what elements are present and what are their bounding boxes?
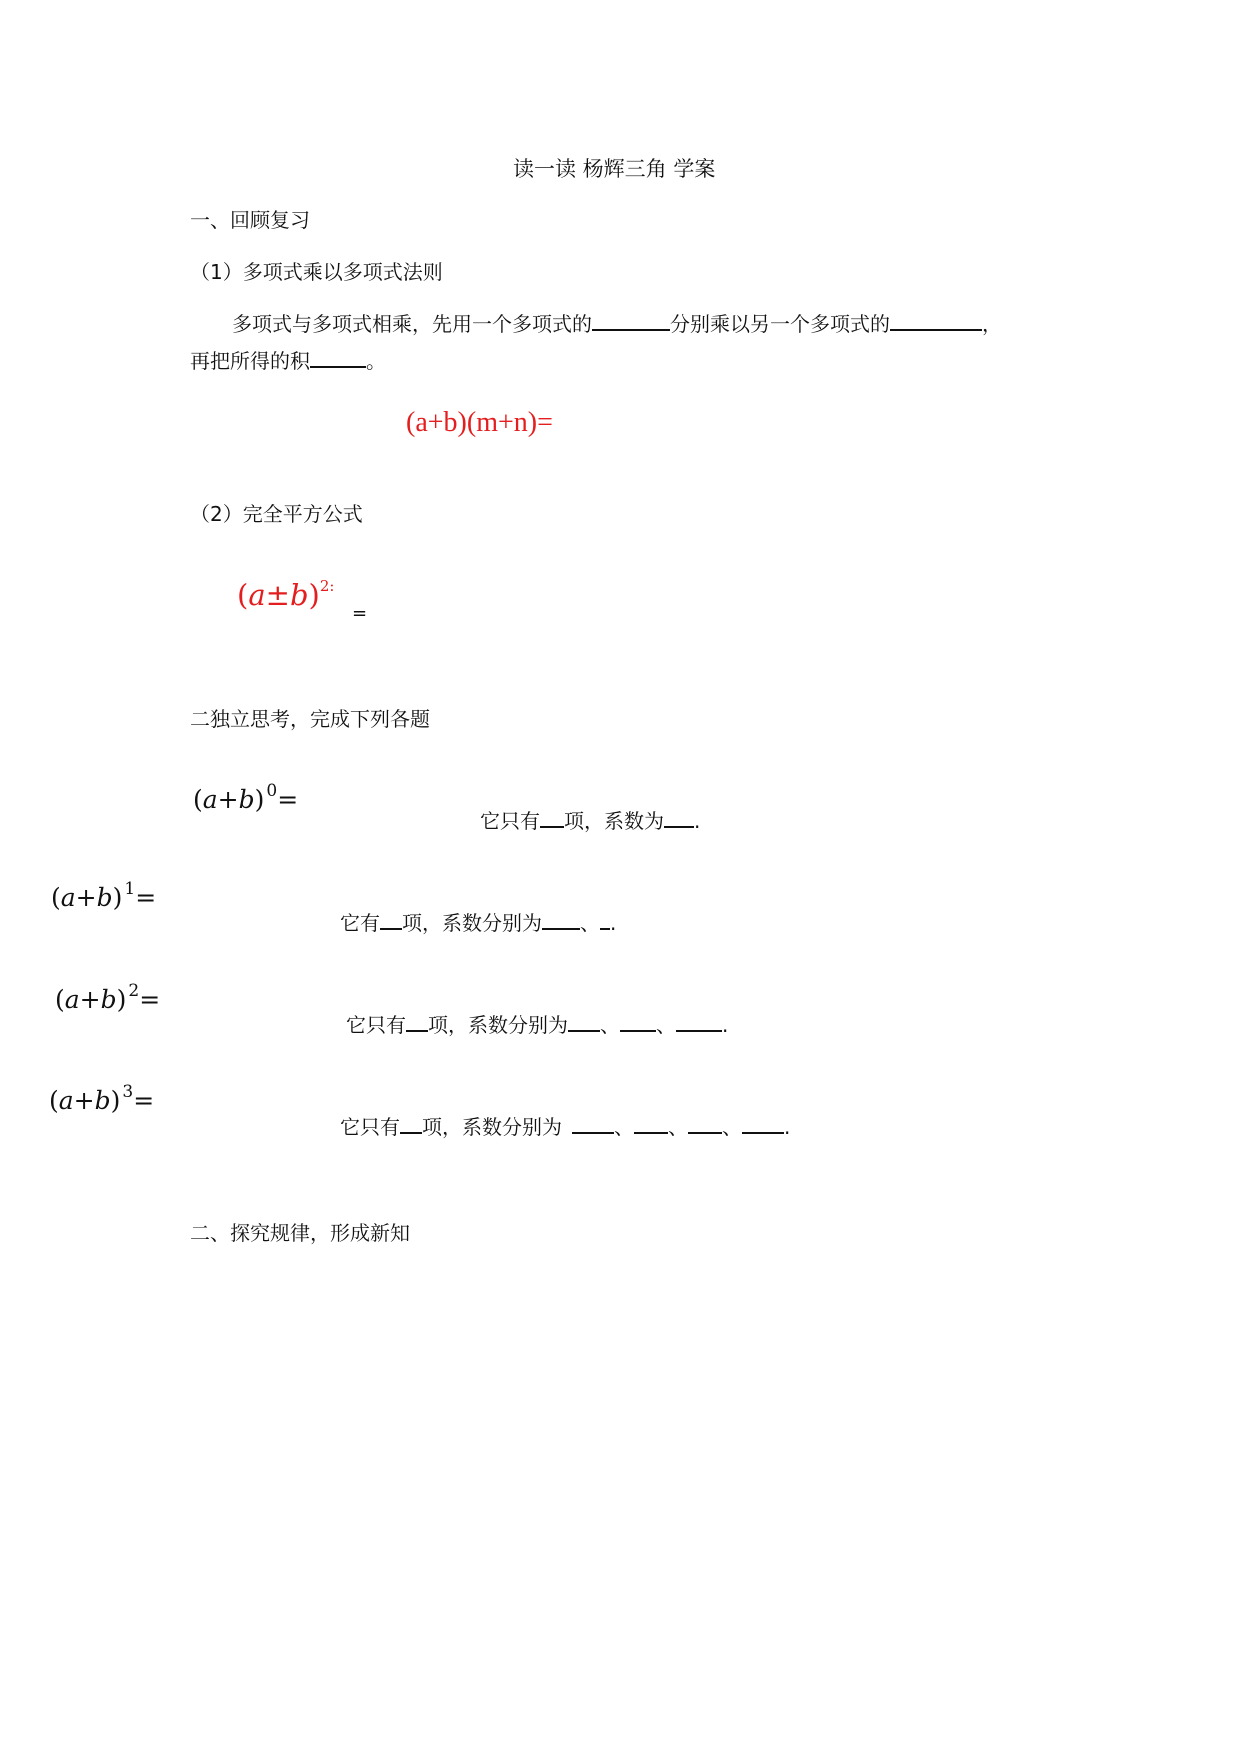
fill-blank[interactable] bbox=[568, 1012, 600, 1032]
rule-text-2a: 再把所得的积 bbox=[190, 349, 310, 373]
q-text-end: . bbox=[694, 809, 701, 833]
fill-blank[interactable] bbox=[592, 311, 670, 331]
q-text-b: 项，系数分别为 bbox=[402, 911, 542, 935]
plus-sign: + bbox=[217, 785, 239, 814]
question-row-1 bbox=[340, 910, 616, 935]
paren-open: ( bbox=[51, 883, 61, 912]
section-heading-think: 二独立思考，完成下列各题 bbox=[190, 707, 430, 731]
exponent: 2 bbox=[128, 981, 140, 1001]
fill-blank[interactable] bbox=[400, 1114, 422, 1134]
expr-perfect-square bbox=[237, 578, 334, 617]
separator: 、 bbox=[600, 1013, 620, 1037]
rule-text-1a: 多项式与多项式相乘，先用一个多项式的 bbox=[232, 312, 592, 336]
separator: 、 bbox=[614, 1115, 634, 1139]
var-a: a bbox=[248, 578, 266, 612]
rule-text-1c: ， bbox=[982, 312, 1002, 336]
paren-close: ) bbox=[110, 1086, 121, 1115]
fill-blank[interactable] bbox=[890, 311, 982, 331]
fill-blank[interactable] bbox=[310, 348, 366, 368]
paren-open: ( bbox=[237, 578, 249, 612]
fill-blank[interactable] bbox=[620, 1012, 656, 1032]
plus-sign: + bbox=[79, 985, 101, 1014]
var-a: a bbox=[58, 1086, 74, 1115]
exponent: 0 bbox=[266, 781, 278, 801]
page-title: 读一读 杨辉三角 学案 bbox=[513, 157, 716, 181]
item2-text: （2）完全平方公式 bbox=[190, 502, 363, 526]
question-row-2 bbox=[346, 1012, 728, 1037]
fill-blank[interactable] bbox=[572, 1114, 614, 1134]
question-row-0 bbox=[480, 808, 700, 833]
q-text-end: . bbox=[610, 911, 617, 935]
var-b: b bbox=[100, 985, 117, 1014]
fill-blank[interactable] bbox=[676, 1012, 722, 1032]
section-heading-explore: 二、探究规律，形成新知 bbox=[190, 1221, 410, 1245]
rule-text-1b: 分别乘以另一个多项式的 bbox=[670, 312, 890, 336]
q-text-end: . bbox=[784, 1115, 791, 1139]
fill-blank[interactable] bbox=[688, 1114, 722, 1134]
q-text-b: 项，系数分别为 bbox=[428, 1013, 568, 1037]
q-text-a: 它只有 bbox=[346, 1013, 406, 1037]
question-row-3 bbox=[340, 1114, 790, 1139]
rule-text-2b: 。 bbox=[366, 349, 386, 373]
fill-blank[interactable] bbox=[542, 910, 580, 930]
exponent: 3 bbox=[122, 1082, 134, 1102]
equals-sign: = bbox=[133, 1086, 155, 1115]
var-a: a bbox=[64, 985, 80, 1014]
expr-power-0 bbox=[193, 781, 299, 818]
expr-power-2 bbox=[55, 981, 161, 1018]
paren-close: ) bbox=[116, 985, 127, 1014]
plus-minus-sign: ± bbox=[265, 578, 290, 612]
var-b: b bbox=[289, 578, 309, 612]
q-text-a: 它有 bbox=[340, 911, 380, 935]
fill-blank[interactable] bbox=[406, 1012, 428, 1032]
var-a: a bbox=[202, 785, 218, 814]
separator: 、 bbox=[656, 1013, 676, 1037]
paren-close: ) bbox=[308, 578, 320, 612]
paren-open: ( bbox=[49, 1086, 59, 1115]
paren-close: ) bbox=[254, 785, 265, 814]
plus-sign: + bbox=[75, 883, 97, 912]
plus-sign: + bbox=[73, 1086, 95, 1115]
fill-blank[interactable] bbox=[634, 1114, 668, 1134]
rule-line-1 bbox=[232, 311, 1002, 336]
q-text-a: 它只有 bbox=[340, 1115, 400, 1139]
item-label-perfect-square bbox=[190, 502, 363, 526]
equals-sign: = bbox=[139, 985, 161, 1014]
fill-blank[interactable] bbox=[380, 910, 402, 930]
expr-power-3 bbox=[49, 1082, 155, 1119]
rule-line-2 bbox=[190, 348, 386, 373]
fill-blank[interactable] bbox=[742, 1114, 784, 1134]
paren-open: ( bbox=[193, 785, 203, 814]
equals-sign: = bbox=[352, 603, 368, 624]
paren-close: ) bbox=[112, 883, 123, 912]
var-b: b bbox=[238, 785, 255, 814]
exponent: 2: bbox=[319, 577, 335, 595]
q-text-b: 项，系数为 bbox=[564, 809, 664, 833]
equals-sign: = bbox=[277, 785, 299, 814]
fill-blank[interactable] bbox=[600, 910, 610, 930]
var-b: b bbox=[94, 1086, 111, 1115]
q-text-end: . bbox=[722, 1013, 729, 1037]
item-label-polynomial-rule: （1）多项式乘以多项式法则 bbox=[190, 260, 443, 284]
equals-sign: = bbox=[135, 883, 157, 912]
separator: 、 bbox=[668, 1115, 688, 1139]
fill-blank[interactable] bbox=[540, 808, 564, 828]
paren-open: ( bbox=[55, 985, 65, 1014]
separator: 、 bbox=[722, 1115, 742, 1139]
var-a: a bbox=[60, 883, 76, 912]
exponent: 1 bbox=[124, 879, 136, 899]
expr-power-1 bbox=[51, 879, 157, 916]
separator: 、 bbox=[580, 911, 600, 935]
q-text-a: 它只有 bbox=[480, 809, 540, 833]
section-heading-review: 一、回顾复习 bbox=[190, 208, 310, 232]
expr-product: (a+b)(m+n)= bbox=[406, 407, 553, 438]
fill-blank[interactable] bbox=[664, 808, 694, 828]
var-b: b bbox=[96, 883, 113, 912]
q-text-b: 项，系数分别为 bbox=[422, 1115, 562, 1139]
